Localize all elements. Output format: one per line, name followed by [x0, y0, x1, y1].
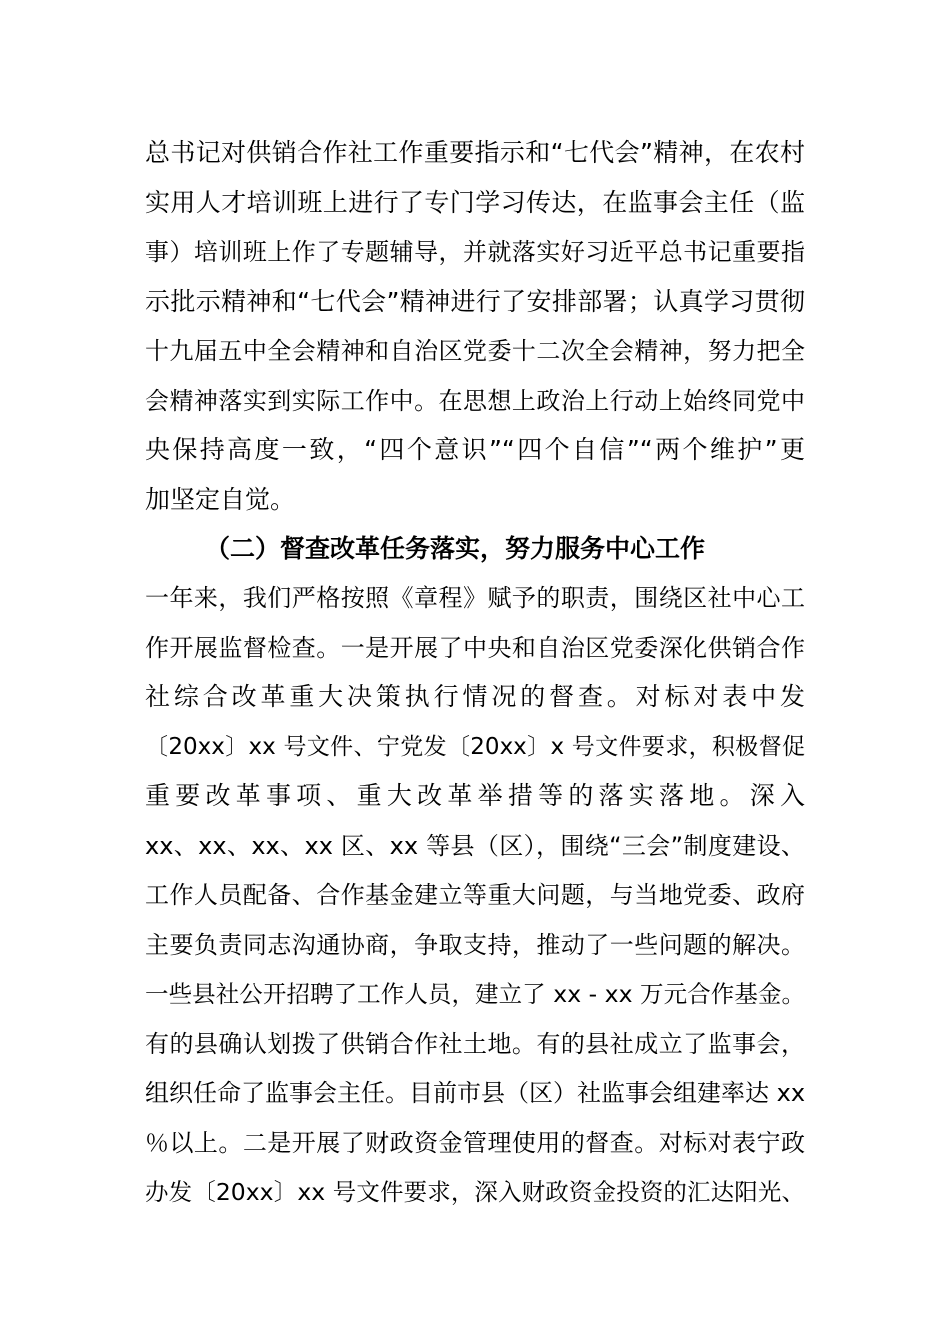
paragraph-line: 示批示精神和“七代会”精神进行了安排部署；认真学习贯彻	[145, 287, 805, 316]
paragraph-line: xx、xx、xx、xx 区、xx 等县（区），围绕“三会”制度建设、	[145, 832, 805, 860]
paragraph-line: 〔20xx〕xx 号文件、宁党发〔20xx〕x 号文件要求，积极督促	[145, 734, 805, 760]
paragraph-line: 实用人才培训班上进行了专门学习传达，在监事会主任（监	[145, 188, 805, 217]
paragraph-line: 加坚定自觉。	[145, 485, 296, 514]
section-heading: （二）督查改革任务落实，努力服务中心工作	[205, 534, 706, 563]
paragraph-line: 主要负责同志沟通协商，争取支持，推动了一些问题的解决。	[145, 931, 805, 959]
paragraph-line: 一年来，我们严格按照《章程》赋予的职责，围绕区社中心工	[145, 584, 805, 612]
paragraph-line: 社综合改革重大决策执行情况的督查。对标对表中发	[145, 682, 805, 711]
paragraph-line: 央保持高度一致，“四个意识”“四个自信”“两个维护”更	[145, 435, 805, 464]
paragraph-line: 作开展监督检查。一是开展了中央和自治区党委深化供销合作	[145, 634, 805, 662]
paragraph-line: 办发〔20xx〕xx 号文件要求，深入财政资金投资的汇达阳光、	[145, 1178, 805, 1206]
paragraph-line: 组织任命了监事会主任。目前市县（区）社监事会组建率达 xx	[145, 1079, 806, 1107]
paragraph-line: 十九届五中全会精神和自治区党委十二次全会精神，努力把全	[145, 337, 805, 365]
paragraph-line: 有的县确认划拨了供销合作社土地。有的县社成立了监事会，	[145, 1030, 805, 1058]
paragraph-line: 一些县社公开招聘了工作人员，建立了 xx - xx 万元合作基金。	[145, 980, 805, 1008]
paragraph-line: 工作人员配备、合作基金建立等重大问题，与当地党委、政府	[145, 881, 805, 909]
paragraph-line: 总书记对供销合作社工作重要指示和“七代会”精神，在农村	[145, 138, 805, 167]
paragraph-line: 会精神落实到实际工作中。在思想上政治上行动上始终同党中	[145, 387, 805, 415]
paragraph-line: ％以上。二是开展了财政资金管理使用的督查。对标对表宁政	[145, 1129, 805, 1157]
paragraph-line: 事）培训班上作了专题辅导，并就落实好习近平总书记重要指	[145, 238, 805, 266]
paragraph-line: 重要改革事项、重大改革举措等的落实落地。深入	[145, 781, 805, 810]
